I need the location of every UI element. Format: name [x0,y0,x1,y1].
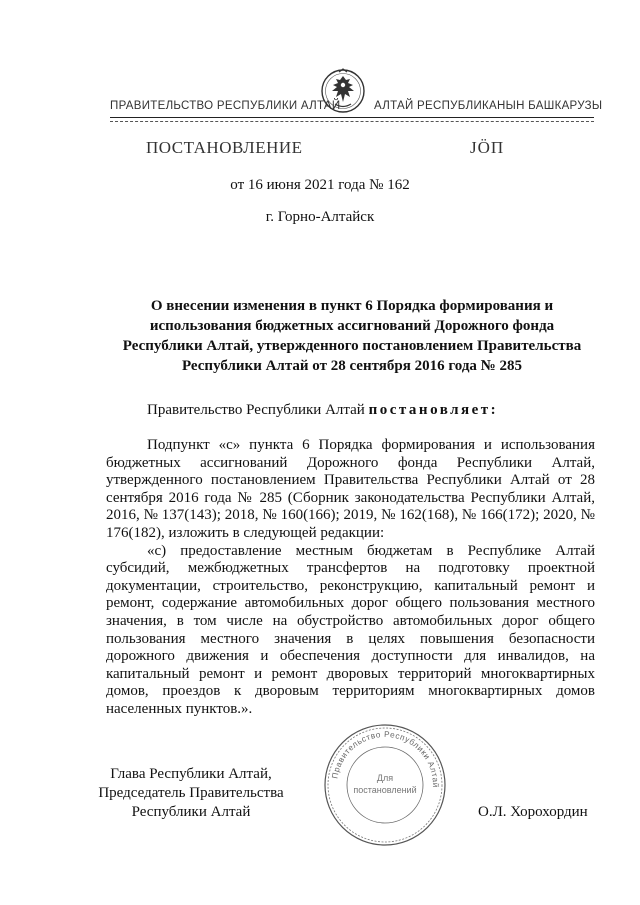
letterhead-rule-dashed [110,121,594,122]
document-body [106,437,595,719]
preamble-decree: постановляет: [368,402,499,418]
body-paragraph-new-wording: «с) предоставление местным бюджетам в Республике Алтай субсидий, межбюджетных трансфертов на подготовку проектной документации, строительство, реконструкцию, капитальный ремонт и ремонт, содержание автомобильных дорог общего пользования местного значения, в том числе на обустройство автомобильных дорог общего пользования местного значения в целях повышения безопасности дорожного движения и обеспечения доступности для инвалидов, на капитальный ремонт и ремонт дворовых территорий многоквартирных домов, проездов к дворовым территориям многоквартирных домов населенных пунктов.». [106,542,595,717]
preamble-text: Правительство Республики Алтай [147,402,365,418]
document-city: г. Горно-Алтайск [265,209,375,225]
body-paragraph-amendment: Подпункт «с» пункта 6 Порядка формирования и использования бюджетных ассигнований Дорожного фонда Республики Алтай, утвержденного постановлением Правительства Республики Алтай от 28 сентября 2016 года № 285 (Сборник законодательства Республики Алтай, 2016, № 137(143); 2018, № 160(166); 2019, № 162(168), № 166(172); 2020, № 176(182), изложить в следующей редакции: [106,437,595,541]
title-line: использования бюджетных ассигнований Дорожного фонда [149,318,555,334]
position-line: Председатель Правительства [98,785,284,801]
title-line: О внесении изменения в пункт 6 Порядка формирования и [150,298,554,314]
document-kind-russian: ПОСТАНОВЛЕНИЕ [146,138,303,157]
position-line: Глава Республики Алтай, [110,766,272,782]
title-line: Республики Алтай, утвержденного постановлением Правительства [122,338,582,354]
document-title [110,296,594,376]
position-line: Республики Алтай [131,804,251,820]
signatory-position [86,765,296,822]
stamp-center-line-2: постановлений [353,785,417,795]
stamp-ring-text: Правительство Республики Алтай [330,729,441,789]
government-name-altai: АЛТАЙ РЕСПУБЛИКАНЫН БАШКАРУЗЫ [374,100,603,112]
official-stamp [322,722,448,848]
document-date-number: от 16 июня 2021 года № 162 [230,177,410,193]
signatory-name: О.Л. Хорохордин [478,804,588,820]
title-line: Республики Алтай от 28 сентября 2016 года № 285 [181,358,523,374]
stamp-center-line-1: Для [376,773,394,783]
government-name-russian: ПРАВИТЕЛЬСТВО РЕСПУБЛИКИ АЛТАЙ [110,100,341,112]
preamble [147,402,498,419]
document-kind-altai: ЈӦП [470,138,505,157]
letterhead-rule [110,117,594,118]
